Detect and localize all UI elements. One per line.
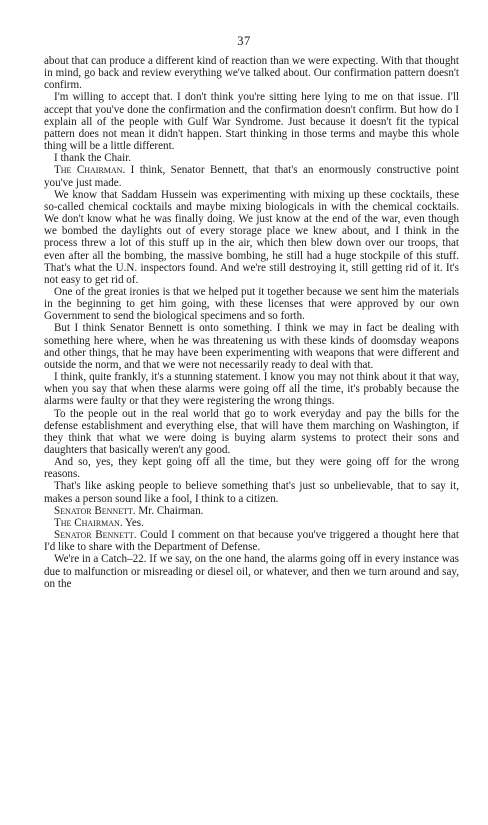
paragraph (44, 480, 459, 504)
paragraph (44, 322, 459, 371)
paragraph (44, 529, 459, 553)
paragraph-text: We know that Saddam Hussein was experimenting with mixing up these cocktails, these so-called chemical cocktails and maybe mixing biologicals in with the chemical cocktails. We don't know what he was finally doing. We just know at the end of the war, even though we bombed the daylights out of every storage place we knew about, and I think in the process threw a lot of this stuff up in the air, which then blew down over our troops, that even after all the bombing, the massive bombing, he still had a huge stockpile of this stuff. That's what the U.N. inspectors found. And we're still destroying it, still getting rid of it. It's not easy to get rid of. (44, 188, 459, 286)
paragraph (44, 371, 459, 407)
paragraph (44, 517, 459, 529)
speaker-name: The Chairman. (54, 164, 126, 177)
paragraph-text: I think, Senator Bennett, that that's an enormously constructive point you've just made. (44, 164, 459, 189)
paragraph-text: That's like asking people to believe something that's just so unbelievable, that to say it, makes a person sound like a fool, I think to a citizen. (44, 480, 459, 505)
paragraph (44, 55, 459, 91)
paragraph (44, 553, 459, 589)
paragraph-text: To the people out in the real world that go to work everyday and pay the bills for the defense establishment and everything else, that will have them marching on Washington, if they think that what we were doing is buying alarm systems to protect their sons and daughters that basically weren't any good. (44, 407, 459, 456)
paragraph-text: But I think Senator Bennett is onto something. I think we may in fact be dealing with something here where, when he was threatening us with these kinds of doomsday weapons and other things, that he may have been experimenting with weapons that were different and outside the norm, and that we were not necessarily ready to deal with that. (44, 322, 459, 371)
speaker-name: The Chairman. (54, 516, 123, 529)
paragraph-text: Mr. Chairman. (135, 504, 204, 517)
page-number: 37 (237, 34, 251, 48)
paragraph (44, 456, 459, 480)
paragraph (44, 164, 459, 188)
paragraph (44, 408, 459, 457)
paragraph-text: We're in a Catch–22. If we say, on the one hand, the alarms going off in every instance was due to malfunction or misreading or diesel oil, or whatever, and then we turn around and say, on the (44, 553, 459, 590)
paragraph (44, 152, 459, 164)
speaker-name: Senator Bennett. (54, 504, 136, 517)
speaker-name: Senator Bennett. (54, 529, 137, 542)
paragraph-text: And so, yes, they kept going off all the time, but they were going off for the wrong reasons. (44, 456, 459, 481)
paragraph (44, 286, 459, 322)
paragraph-text: I thank the Chair. (54, 152, 132, 165)
paragraph-text: I'm willing to accept that. I don't think you're sitting here lying to me on that issue. I'll accept that you've done the confirmation and the confirmation doesn't confirm. But how do I explain all of the people with Gulf War Syndrome. Just because it doesn't fit the typical pattern does not mean it didn't happen. Start thinking in those terms and maybe this whole thing will be a little different. (44, 91, 459, 153)
paragraph-text: Could I comment on that because you've triggered a thought here that I'd like to share with the Department of Defense. (44, 529, 459, 554)
paragraph (44, 505, 459, 517)
paragraph-text: One of the great ironies is that we helped put it together because we sent him the materials in the beginning to get him going, with these licenses that were approved by our own Government to send the biological specimens and so forth. (44, 285, 459, 323)
paragraph-text: about that can produce a different kind of reaction than we were expecting. With that thought in mind, go back and review everything we've talked about. Our confirmation pattern doesn't confirm. (44, 55, 459, 92)
paragraph-text: Yes. (122, 516, 144, 529)
paragraph (44, 189, 459, 286)
body-text (44, 55, 459, 590)
paragraph (44, 91, 459, 152)
paragraph-text: I think, quite frankly, it's a stunning statement. I know you may not think about it that way, when you say that when these alarms were going off all the time, it's probably because the alarms were faulty or that they were registering the wrong things. (44, 371, 459, 408)
